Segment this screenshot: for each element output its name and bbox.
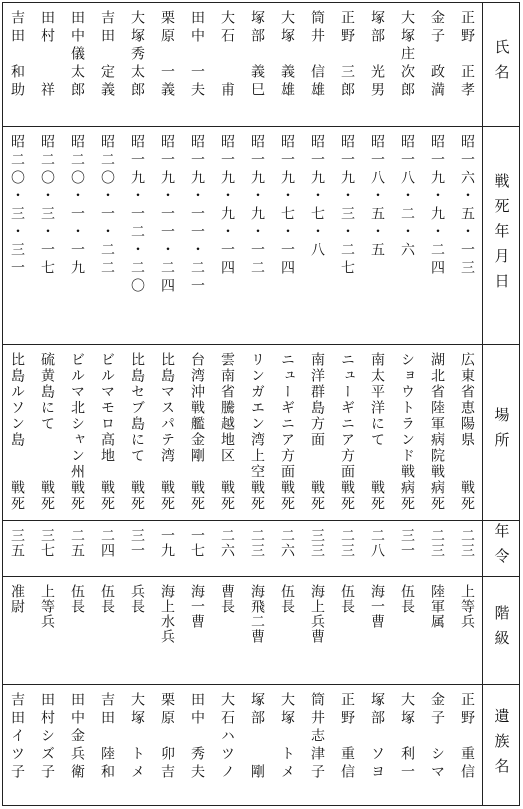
cell-name: 大塚庄次郎 (399, 10, 415, 100)
header-name: 氏名 (492, 39, 511, 89)
cell-family: 正野 重信 (459, 692, 475, 782)
cell-family: 大塚 トメ (279, 692, 295, 782)
cell-name: 大塚 義雄 (279, 10, 295, 100)
cell-name: 栗原 一義 (159, 10, 175, 100)
cell-name: 塚部 義巳 (249, 10, 265, 100)
cell-rank: 伍長 (339, 584, 355, 614)
cell-age: 三一 (129, 528, 145, 558)
row-border (2, 2, 520, 3)
cell-place: 比島ルソン島 戦死 (9, 352, 25, 512)
cell-rank: 曹長 (219, 584, 235, 614)
cell-family: 吉田 陸和 (99, 692, 115, 782)
cell-age: 二三 (339, 528, 355, 558)
cell-death-date: 昭一九・九・一二 (249, 134, 265, 278)
cell-family: 筒井志津子 (309, 692, 325, 782)
cell-rank: 海一曹 (369, 584, 385, 629)
cell-place: 湖北省陸軍病院戦病死 (429, 352, 445, 512)
cell-family: 田中金兵衛 (69, 692, 85, 782)
cell-death-date: 昭一九・一二・二〇 (129, 134, 145, 296)
header-rank: 階級 (492, 605, 511, 655)
cell-age: 三三 (309, 528, 325, 558)
cell-place: 硫黄島にて 戦死 (39, 352, 55, 512)
cell-death-date: 昭二〇・一・一九 (69, 134, 85, 278)
cell-death-date: 昭二〇・三・一七 (39, 134, 55, 278)
cell-death-date: 昭一九・七・一四 (279, 134, 295, 278)
cell-place: 台湾沖戦艦金剛 戦死 (189, 352, 205, 512)
cell-name: 田中儀太郎 (69, 10, 85, 100)
cell-family: 吉田イツ子 (9, 692, 25, 782)
cell-place: 比島マスパテ湾 戦死 (159, 352, 175, 512)
cell-death-date: 昭二〇・三・三一 (9, 134, 25, 278)
cell-death-date: 昭一六・五・一三 (459, 134, 475, 278)
cell-rank: 准尉 (9, 584, 25, 614)
cell-age: 三五 (9, 528, 25, 558)
cell-name: 田中 一夫 (189, 10, 205, 100)
cell-death-date: 昭一八・二・六 (399, 134, 415, 260)
cell-rank: 海上水兵 (159, 584, 175, 644)
cell-place: ビルマ北シャン州戦死 (69, 352, 85, 512)
cell-rank: 陸軍属 (429, 584, 445, 629)
cell-rank: 海飛二曹 (249, 584, 265, 644)
cell-place: リンガエン湾上空戦死 (249, 352, 265, 512)
cell-rank: 伍長 (99, 584, 115, 614)
cell-name: 金子 政満 (429, 10, 445, 100)
cell-name: 吉田 定義 (99, 10, 115, 100)
cell-age: 二三 (249, 528, 265, 558)
cell-death-date: 昭一八・五・五 (369, 134, 385, 260)
cell-rank: 海一曹 (189, 584, 205, 629)
row-border (2, 805, 520, 806)
cell-death-date: 昭一九・一一・二一 (189, 134, 205, 296)
cell-rank: 海上兵曹 (309, 584, 325, 644)
column-border (519, 2, 520, 806)
cell-rank: 上等兵 (459, 584, 475, 629)
cell-place: ニューギニア方面戦死 (279, 352, 295, 512)
cell-family: 塚部 剛 (249, 692, 265, 782)
cell-death-date: 昭一九・一一・二四 (159, 134, 175, 296)
cell-family: 正野 重信 (339, 692, 355, 782)
cell-death-date: 昭一九・七・八 (309, 134, 325, 260)
row-border (2, 684, 520, 685)
cell-place: 雲南省騰越地区 戦死 (219, 352, 235, 512)
cell-place: 広東省恵陽県 戦死 (459, 352, 475, 512)
header-family: 遺族名 (492, 707, 511, 783)
cell-family: 田中 秀夫 (189, 692, 205, 782)
cell-name: 大塚秀太郎 (129, 10, 145, 100)
cell-age: 二六 (219, 528, 235, 558)
row-border (2, 344, 520, 345)
cell-place: 比島セブ島にて 戦死 (129, 352, 145, 512)
cell-family: 田村シズ子 (39, 692, 55, 782)
cell-place: 南洋群島方面 戦死 (309, 352, 325, 512)
memorial-table (2, 2, 520, 806)
cell-name: 正野 正孝 (459, 10, 475, 100)
cell-family: 大石ハツノ (219, 692, 235, 782)
cell-name: 筒井 信雄 (309, 10, 325, 100)
cell-rank: 上等兵 (39, 584, 55, 629)
cell-age: 二三 (429, 528, 445, 558)
row-border (2, 520, 520, 521)
cell-age: 二四 (99, 528, 115, 558)
column-border (2, 2, 3, 806)
cell-age: 二三 (459, 528, 475, 558)
header-place: 場所 (492, 407, 511, 457)
cell-name: 正野 三郎 (339, 10, 355, 100)
cell-age: 二六 (279, 528, 295, 558)
cell-family: 大塚 利一 (399, 692, 415, 782)
header-age: 年令 (492, 523, 511, 573)
cell-place: ショウトランド戦病死 (399, 352, 415, 512)
cell-name: 田村 祥 (39, 10, 55, 100)
cell-age: 一七 (189, 528, 205, 558)
cell-place: ニューギニア方面戦死 (339, 352, 355, 512)
cell-family: 大塚 トメ (129, 692, 145, 782)
cell-age: 二八 (369, 528, 385, 558)
cell-death-date: 昭一九・九・二四 (429, 134, 445, 278)
cell-rank: 伍長 (399, 584, 415, 614)
cell-age: 一九 (159, 528, 175, 558)
cell-age: 二五 (69, 528, 85, 558)
cell-rank: 伍長 (279, 584, 295, 614)
cell-age: 三七 (39, 528, 55, 558)
header-death-date: 戦死年月日 (492, 172, 511, 298)
cell-family: 塚部 ソヨ (369, 692, 385, 782)
cell-death-date: 昭二〇・一・二二 (99, 134, 115, 278)
row-border (2, 126, 520, 127)
cell-name: 大石 甫 (219, 10, 235, 100)
cell-name: 塚部 光男 (369, 10, 385, 100)
cell-name: 吉田 和助 (9, 10, 25, 100)
cell-death-date: 昭一九・九・一四 (219, 134, 235, 278)
cell-family: 金子 シマ (429, 692, 445, 782)
cell-age: 三一 (399, 528, 415, 558)
cell-place: ビルマモロ高地 戦死 (99, 352, 115, 512)
cell-rank: 伍長 (69, 584, 85, 614)
row-border (2, 576, 520, 577)
cell-family: 栗原 卯吉 (159, 692, 175, 782)
cell-death-date: 昭一九・三・二七 (339, 134, 355, 278)
cell-place: 南太平洋にて 戦死 (369, 352, 385, 512)
cell-rank: 兵長 (129, 584, 145, 614)
